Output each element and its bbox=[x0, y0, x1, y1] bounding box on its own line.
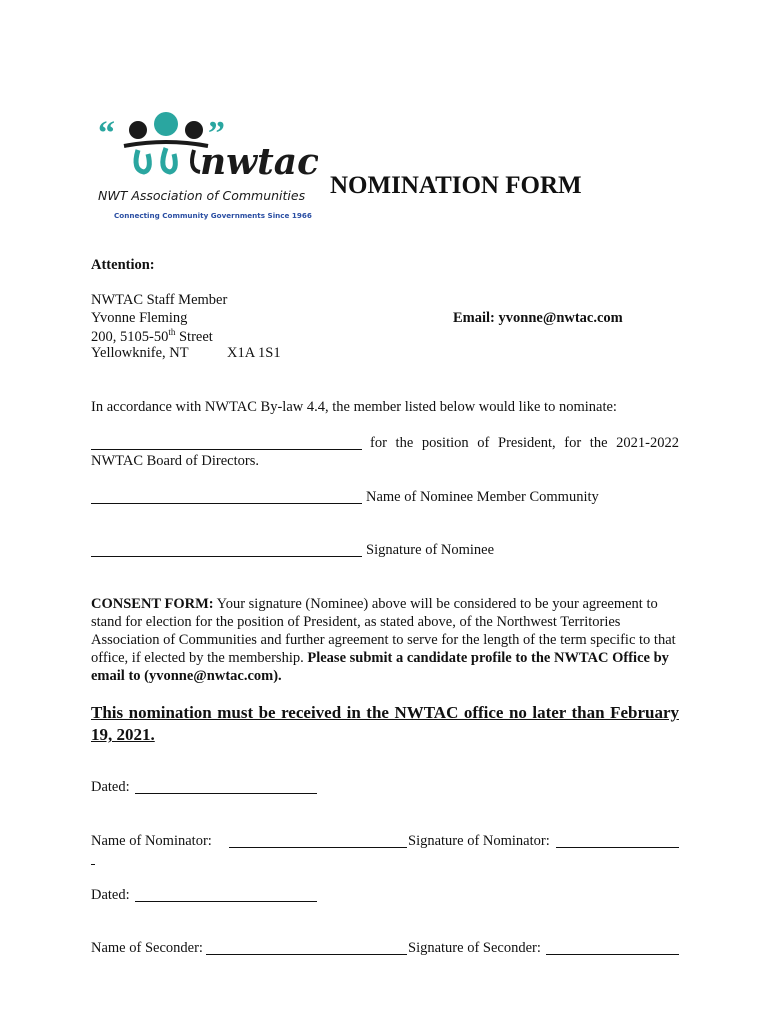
nominator-name-field[interactable] bbox=[229, 847, 407, 848]
consent-label: CONSENT FORM: bbox=[91, 596, 214, 612]
nwtac-logo-graphic bbox=[96, 108, 318, 224]
attention-street: 200, 5105-50th Street bbox=[91, 327, 213, 345]
nominator-dated-label: Dated: bbox=[91, 779, 130, 795]
seconder-signature-label: Signature of Seconder: bbox=[408, 940, 541, 956]
nwtac-logo bbox=[96, 108, 318, 224]
position-text: for the position of President, for the 2021-2022 bbox=[370, 435, 679, 451]
position-text-2: NWTAC Board of Directors. bbox=[91, 453, 259, 469]
seconder-name-field[interactable] bbox=[206, 954, 407, 955]
attention-line-2: Yvonne Fleming bbox=[91, 310, 188, 326]
seconder-name-label: Name of Seconder: bbox=[91, 940, 203, 956]
contact-email: Email: yvonne@nwtac.com bbox=[453, 310, 623, 326]
nominee-signature-field[interactable] bbox=[91, 556, 362, 557]
nominator-name-label: Name of Nominator: bbox=[91, 833, 212, 849]
seconder-signature-field[interactable] bbox=[546, 954, 679, 955]
logo-motto: Connecting Community Governments Since 1966 bbox=[114, 211, 312, 220]
svg-text:“: “ bbox=[98, 115, 115, 152]
nominee-signature-label: Signature of Nominee bbox=[366, 542, 495, 558]
nominator-signature-label: Signature of Nominator: bbox=[408, 833, 550, 849]
seconder-dated-label: Dated: bbox=[91, 887, 130, 903]
svg-text:”: ” bbox=[208, 115, 225, 152]
stray-mark bbox=[91, 864, 95, 865]
nominator-signature-field[interactable] bbox=[556, 847, 679, 848]
consent-paragraph bbox=[91, 595, 681, 685]
attention-label: Attention: bbox=[91, 257, 155, 273]
deadline-notice: This nomination must be received in the NWTAC office no later than February 19, 2021. bbox=[91, 703, 679, 744]
logo-tagline: NWT Association of Communities bbox=[98, 188, 306, 203]
attention-city: Yellowknife, NT bbox=[91, 345, 189, 361]
intro-text: In accordance with NWTAC By-law 4.4, the member listed below would like to nominate: bbox=[91, 399, 617, 415]
consent-instruction: Please submit a candidate profile to the NWTAC Office by email to (yvonne@nwtac.com). bbox=[91, 650, 669, 684]
seconder-date-field[interactable] bbox=[135, 901, 317, 902]
attention-line-1: NWTAC Staff Member bbox=[91, 292, 228, 308]
attention-postal: X1A 1S1 bbox=[227, 345, 281, 361]
nominee-community-label: Name of Nominee Member Community bbox=[366, 489, 599, 505]
nominator-date-field[interactable] bbox=[135, 793, 317, 794]
nominee-name-field[interactable] bbox=[91, 449, 362, 450]
page-title: NOMINATION FORM bbox=[330, 172, 582, 199]
logo-wordmark: nwtac bbox=[200, 141, 318, 183]
nominee-community-field[interactable] bbox=[91, 503, 362, 504]
consent-text: Your signature (Nominee) above will be considered to be your agreement to stand for election for the position of President, as stated above, of the Northwest Territories Association of Communities and further agreement to serve for the length of the term specific to that office, if elected by the membership. bbox=[91, 596, 676, 666]
